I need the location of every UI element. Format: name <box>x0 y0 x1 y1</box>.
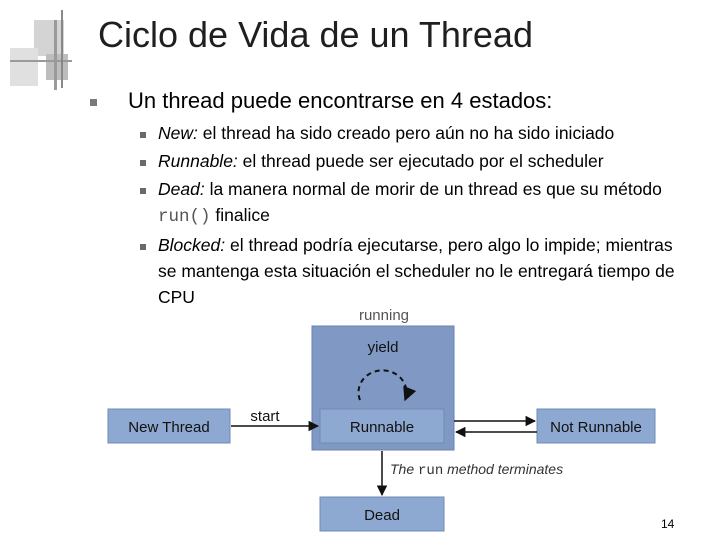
term-blocked: Blocked: <box>158 235 226 255</box>
yield-label: yield <box>367 339 399 356</box>
slide-title: Ciclo de Vida de un Thread <box>98 14 533 55</box>
new-thread-label: New Thread <box>128 419 210 436</box>
terminate-label-prefix: The <box>390 461 419 477</box>
terminate-label <box>390 461 563 479</box>
page-number: 14 <box>661 517 675 531</box>
term-runnable: Runnable: <box>158 151 238 171</box>
desc-new: el thread ha sido creado pero aún no ha sido iniciado <box>197 123 615 143</box>
start-label: start <box>250 408 280 425</box>
term-dead: Dead: <box>158 179 205 199</box>
running-label: running <box>358 307 410 324</box>
desc-runnable: el thread puede ser ejecutado por el scheduler <box>237 151 604 171</box>
terminate-label-code: run <box>418 463 444 479</box>
desc-dead-after: finalice <box>210 205 270 225</box>
terminate-label-suffix: method terminates <box>443 461 564 477</box>
runnable-label: Runnable <box>349 419 415 436</box>
code-run: run() <box>158 207 211 227</box>
main-bullet-text: Un thread puede encontrarse en 4 estados: <box>128 88 553 113</box>
desc-blocked: el thread podría ejecutarse, pero algo lo impide; mientras se mantenga esta situación el scheduler no le entregará tiempo de CPU <box>158 235 675 307</box>
not-runnable-label: Not Runnable <box>550 419 642 436</box>
dead-label: Dead <box>364 507 400 524</box>
term-new: New: <box>158 123 198 143</box>
desc-dead-before: la manera normal de morir de un thread es que su método <box>204 179 662 199</box>
